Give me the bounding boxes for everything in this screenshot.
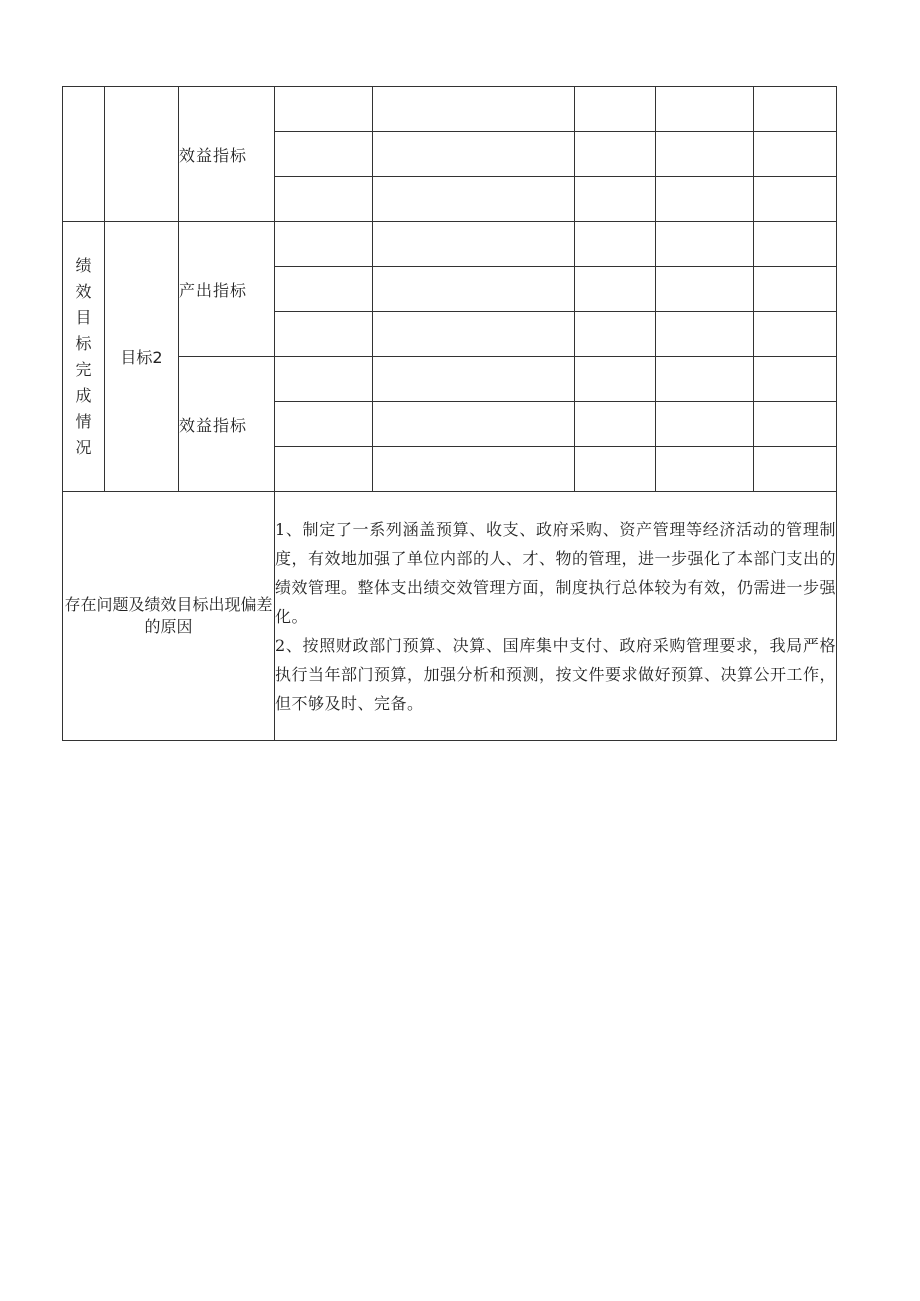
performance-table [62, 86, 837, 741]
table-cell [373, 402, 575, 447]
table-cell [754, 222, 837, 267]
benefit-indicator-label: 效益指标 [179, 87, 275, 222]
table-cell [575, 87, 656, 132]
vertical-label-char: 成 [75, 385, 92, 405]
table-cell [656, 357, 754, 402]
output-indicator-label: 产出指标 [179, 222, 275, 357]
table-cell [275, 222, 373, 267]
table-cell [754, 312, 837, 357]
table-cell [656, 267, 754, 312]
table-row [63, 357, 837, 402]
table-cell [754, 402, 837, 447]
table-row [63, 222, 837, 267]
table-cell [275, 447, 373, 492]
table-cell [754, 132, 837, 177]
table-cell [275, 357, 373, 402]
table-cell [575, 132, 656, 177]
table-cell [275, 132, 373, 177]
table-cell [575, 357, 656, 402]
table-cell [575, 402, 656, 447]
table-cell [373, 357, 575, 402]
vertical-label-char: 完 [75, 359, 92, 379]
vertical-label-char: 绩 [75, 255, 92, 275]
performance-goal-completion-label [63, 222, 105, 492]
goal-2-label: 目标2 [105, 222, 179, 492]
benefit-indicator-label: 效益指标 [179, 357, 275, 492]
table-cell [575, 312, 656, 357]
table-cell [373, 267, 575, 312]
table-cell [656, 447, 754, 492]
table-cell [754, 177, 837, 222]
problems-label: 存在问题及绩效目标出现偏差的原因 [63, 492, 275, 741]
table-cell [754, 447, 837, 492]
vertical-label-char: 情 [75, 411, 92, 431]
table-cell [275, 87, 373, 132]
table-cell [754, 267, 837, 312]
table-cell [575, 177, 656, 222]
problem-paragraph-1: 1、制定了一系列涵盖预算、收支、政府采购、资产管理等经济活动的管理制度，有效地加强了单位内部的人、才、物的管理，进一步强化了本部门支出的绩效管理。整体支出绩交效管理方面，制度执行总体较为有效，仍需进一步强化。 [275, 519, 837, 626]
table-cell [275, 267, 373, 312]
table-cell [373, 447, 575, 492]
empty-cell [105, 87, 179, 222]
table-cell [754, 357, 837, 402]
table-cell [754, 87, 837, 132]
table-cell [656, 87, 754, 132]
table-cell [575, 267, 656, 312]
table-cell [656, 312, 754, 357]
table-row [63, 87, 837, 132]
table-cell [656, 222, 754, 267]
table-cell [656, 132, 754, 177]
table-cell [656, 402, 754, 447]
table-cell [575, 222, 656, 267]
table-cell [275, 312, 373, 357]
table-cell [373, 177, 575, 222]
table-cell [373, 87, 575, 132]
table-cell [656, 177, 754, 222]
table-cell [275, 177, 373, 222]
table-cell [275, 402, 373, 447]
table-cell [575, 447, 656, 492]
vertical-label-char: 目 [75, 307, 92, 327]
problems-text [275, 492, 837, 741]
table-cell [373, 222, 575, 267]
vertical-label-char: 况 [75, 437, 92, 457]
vertical-label-char: 标 [75, 333, 92, 353]
table-row [63, 492, 837, 741]
vertical-label-char: 效 [75, 281, 92, 301]
table-cell [373, 132, 575, 177]
problem-paragraph-2: 2、按照财政部门预算、决算、国库集中支付、政府采购管理要求，我局严格执行当年部门预算，加强分析和预测，按文件要求做好预算、决算公开工作，但不够及时、完备。 [275, 635, 837, 713]
empty-cell [63, 87, 105, 222]
table-cell [373, 312, 575, 357]
